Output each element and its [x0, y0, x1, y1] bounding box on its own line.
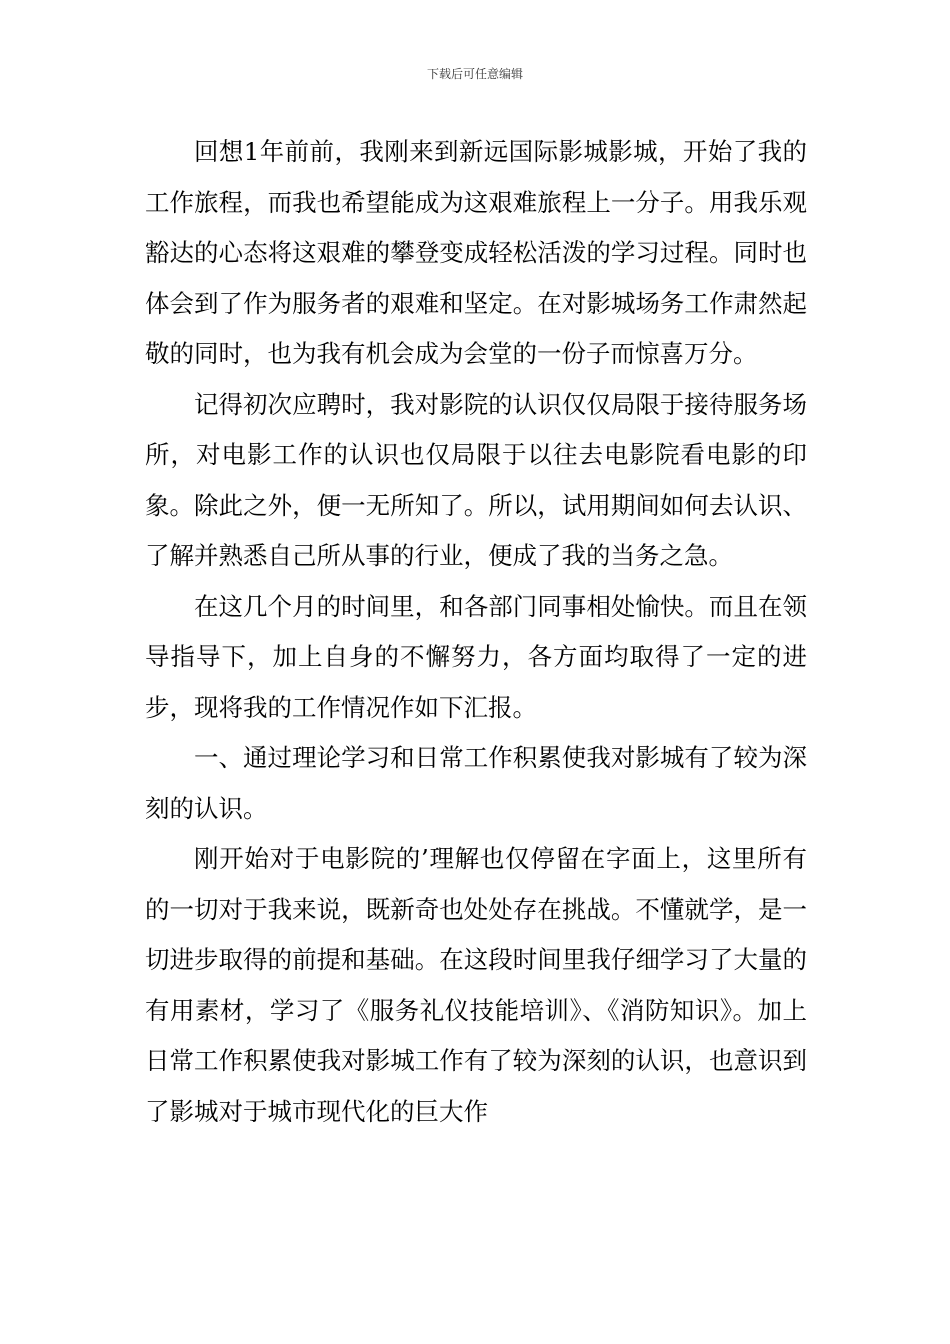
paragraph-5: 刚开始对于电影院的’理解也仅停留在字面上，这里所有的一切对于我来说，既新奇也处处存在挑战。不懂就学，是一切进步取得的前提和基础。在这段时间里我仔细学习了大量的有用素材，学习了《服务礼仪技能培训》、《消防知识》。加上日常工作积累使我对影城工作有了较为深刻的认识，也意识到了影城对于城市现代化的巨大作 — [145, 844, 807, 1126]
page-header: 下载后可任意编辑 — [426, 67, 523, 81]
document-body — [145, 127, 807, 1137]
paragraph-1: 回想1年前前，我刚来到新远国际影城影城，开始了我的工作旅程，而我也希望能成为这艰难旅程上一分子。用我乐观豁达的心态将这艰难的攀登变成轻松活泼的学习过程。同时也体会到了作为服务者的艰难和坚定。在对影城场务工作肃然起敬的同时，也为我有机会成为会堂的一份子而惊喜万分。 — [145, 137, 807, 368]
paragraph-4: 一、通过理论学习和日常工作积累使我对影城有了较为深刻的认识。 — [145, 743, 807, 823]
paragraph-3: 在这几个月的时间里，和各部门同事相处愉快。而且在领导指导下，加上自身的不懈努力，各方面均取得了一定的进步，现将我的工作情况作如下汇报。 — [145, 591, 807, 722]
paragraph-2: 记得初次应聘时，我对影院的认识仅仅局限于接待服务场所，对电影工作的认识也仅局限于以往去电影院看电影的印象。除此之外，便一无所知了。所以，试用期间如何去认识、了解并熟悉自己所从事的行业，便成了我的当务之急。 — [145, 389, 807, 570]
